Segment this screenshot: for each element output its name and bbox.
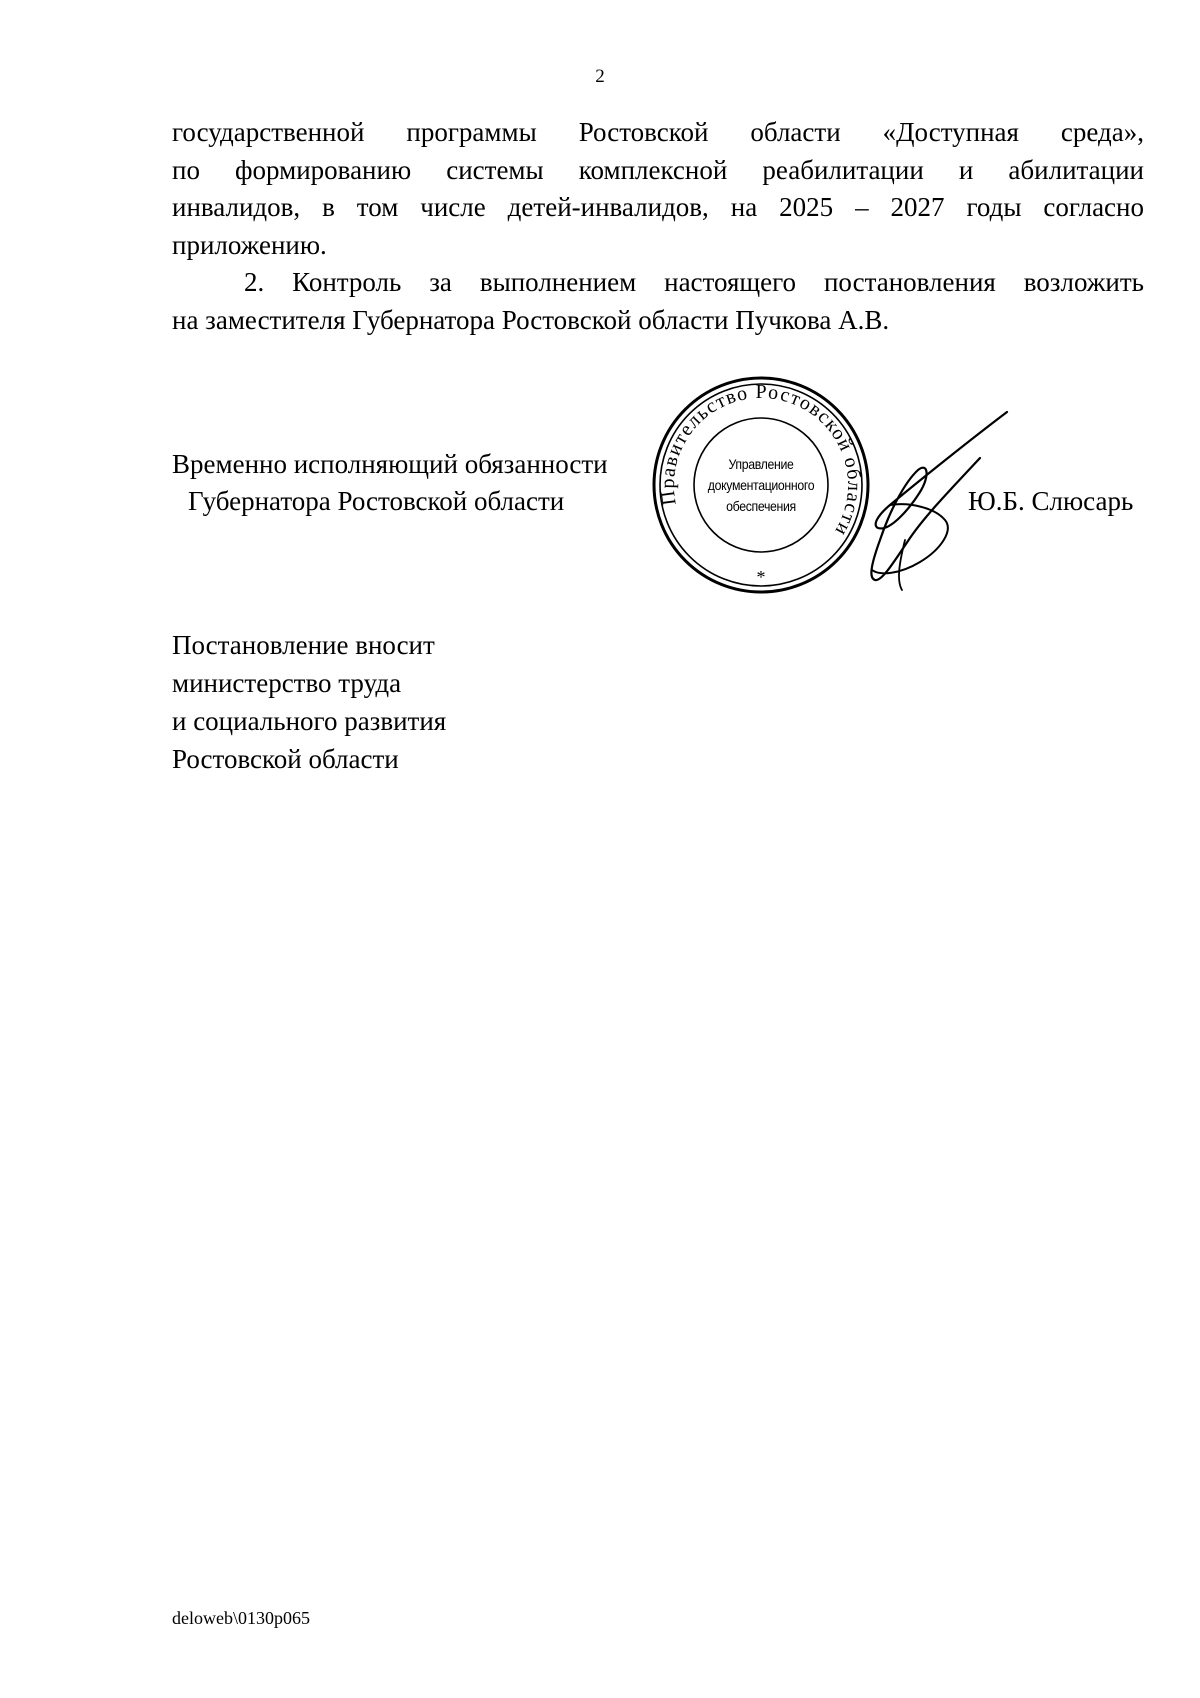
initiator-line4: Ростовской области [172,744,399,774]
seal-center-line1: Управление [728,455,794,472]
seal-center [664,375,858,595]
document-code: deloweb\0130p065 [172,1608,310,1628]
seal-center-line2: документационного [707,476,815,493]
text-line: государственной программы Ростовской области «Доступная среда», [172,117,1144,147]
body-text [172,114,1144,339]
text-line: 2. Контроль за выполнением настоящего постановления возложить [244,267,1144,297]
signer-title-line1: Временно исполняющий обязанности [172,449,608,479]
text-line: инвалидов, в том числе детей-инвалидов, на 2025 – 2027 годы согласно [172,192,1144,222]
initiator-line3: и социального развития [172,706,447,736]
initiator-block [172,626,446,778]
seal-center-line3: обеспечения [726,497,796,514]
seal-ring-text: Правительство Ростовской области [656,380,866,541]
initiator-line2: министерство труда [172,668,402,698]
text-line: по формированию системы комплексной реабилитации и абилитации [172,154,1144,185]
text-line: на заместителя Губернатора Ростовской области Пучкова А.В. [172,304,890,335]
initiator-line1: Постановление вносит [172,630,435,660]
text-line: приложению. [172,229,327,260]
signer-title-line2: Губернатора Ростовской области [188,486,565,516]
page-number: 2 [595,66,605,87]
signer-name: Ю.Б. Слюсарь [968,486,1134,516]
official-seal [651,375,871,595]
seal-star: * [756,567,766,587]
signer-title [172,446,608,520]
